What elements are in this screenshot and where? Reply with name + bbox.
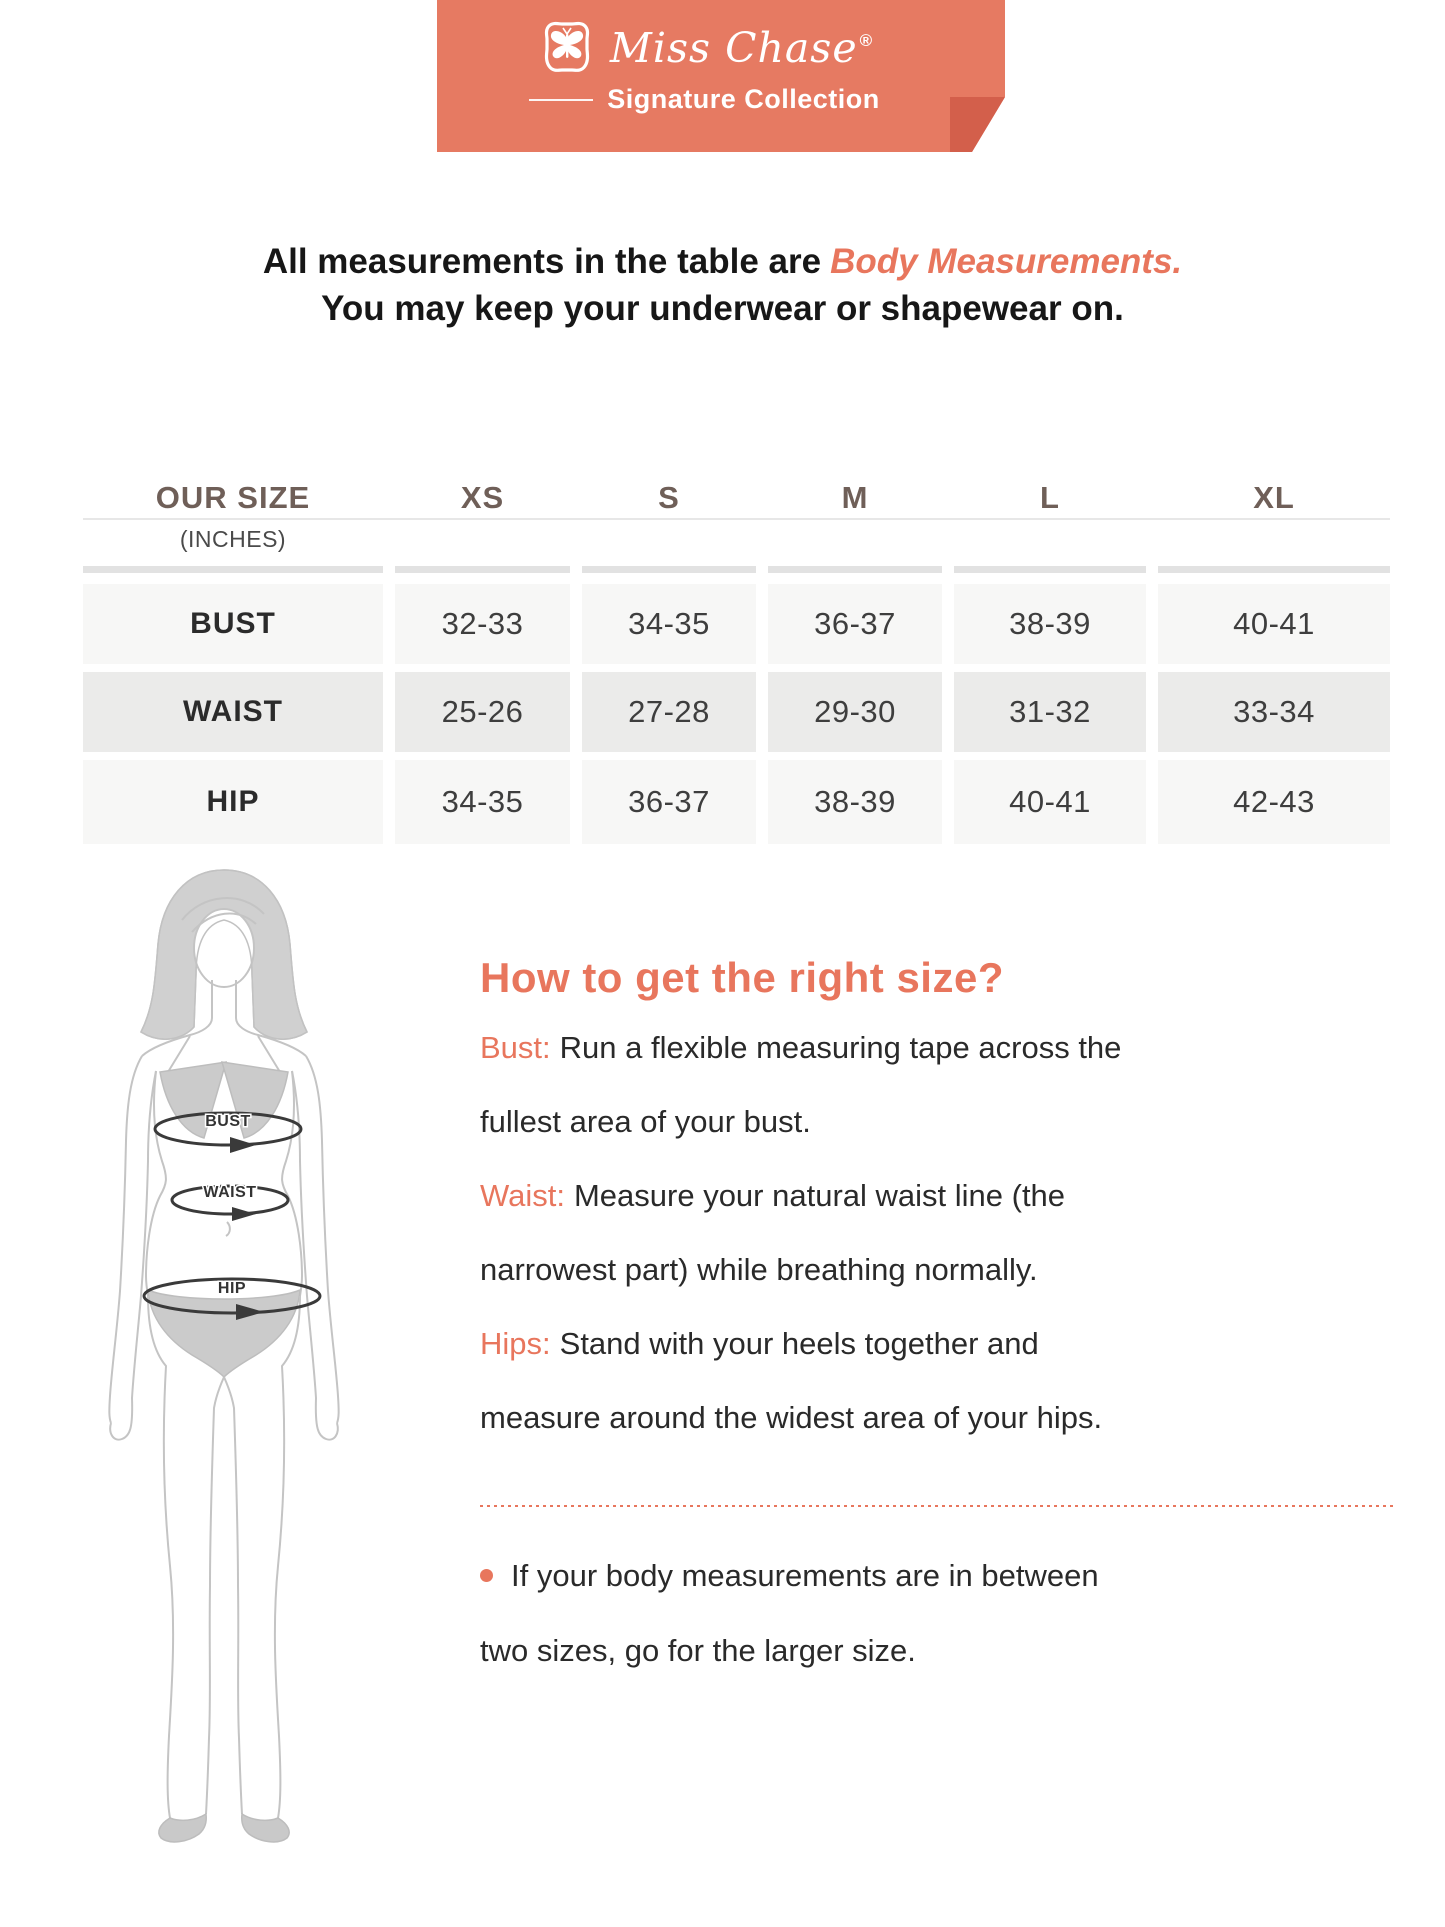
butterfly-frame-icon [539, 20, 595, 76]
figure-right-leg [275, 1296, 300, 1818]
column-divider-segment [582, 566, 756, 573]
figure-left-arm [109, 1056, 142, 1423]
intro-line1 [0, 238, 1445, 285]
intro-line1-accent: Body Measurements. [830, 242, 1183, 281]
between-sizes-note-text: If your body measurements are in between two sizes, go for the larger size. [480, 1558, 1099, 1668]
size-table-header [83, 478, 1390, 518]
brand-banner [437, 0, 1005, 162]
header-size-xl: XL [1253, 480, 1295, 515]
waist-xl: 33-34 [1158, 672, 1390, 752]
guide-item-hips-label: Hips: [480, 1326, 551, 1361]
figure-right-foot [242, 1814, 289, 1842]
column-divider-segment [954, 566, 1146, 573]
figure-panty [148, 1290, 300, 1377]
guide-item-hips [480, 1307, 1140, 1455]
row-label-bust: BUST [83, 584, 383, 664]
banner-content [437, 0, 972, 152]
table-row-hip [83, 760, 1390, 844]
registered-mark: ® [859, 31, 873, 50]
inches-label: (INCHES) [179, 525, 287, 552]
figure-waist-label: WAIST [203, 1184, 257, 1201]
guide-item-waist-label: Waist: [480, 1178, 565, 1213]
figure-left-hand [110, 1398, 132, 1440]
bullet-dot-icon [480, 1569, 493, 1582]
waist-m: 29-30 [768, 672, 942, 752]
units-row [83, 520, 1390, 558]
guide-item-waist-text: Measure your natural waist line (the narrowest part) while breathing normally. [480, 1178, 1066, 1287]
figure-hip-label: HIP [217, 1280, 247, 1297]
intro-line1-plain: All measurements in the table are [262, 242, 822, 281]
sizing-guide [480, 952, 1140, 1455]
header-size-xs: XS [460, 480, 505, 515]
guide-item-bust-text: Run a flexible measuring tape across the fullest area of your bust. [480, 1030, 1122, 1139]
figure-right-arm [306, 1056, 339, 1423]
column-divider-row [83, 566, 1390, 573]
figure-left-foot [159, 1814, 206, 1842]
hip-xs: 34-35 [395, 760, 570, 844]
guide-item-waist [480, 1159, 1140, 1307]
table-row-waist [83, 672, 1390, 752]
column-divider-segment [395, 566, 570, 573]
waist-arrowhead-icon [232, 1207, 256, 1221]
figure-navel [226, 1222, 230, 1236]
guide-items [480, 1011, 1140, 1455]
waist-xs: 25-26 [395, 672, 570, 752]
signature-collection-label: Signature Collection [607, 84, 880, 114]
signature-dash-line [529, 99, 593, 101]
row-label-waist: WAIST [83, 672, 383, 752]
column-divider-segment [83, 566, 383, 573]
header-size-s: S [658, 480, 680, 515]
header-size-l: L [1040, 480, 1060, 515]
bust-xl: 40-41 [1158, 584, 1390, 664]
bust-arrowhead-icon [230, 1137, 256, 1153]
guide-item-bust-label: Bust: [480, 1030, 551, 1065]
figure-left-leg [148, 1296, 173, 1818]
bust-s: 34-35 [582, 584, 756, 664]
intro-text [0, 238, 1445, 332]
bust-xs: 32-33 [395, 584, 570, 664]
table-row-bust [83, 584, 1390, 664]
brand-logo [539, 20, 873, 76]
brand-name-wrap [609, 24, 873, 72]
header-our-size: OUR SIZE [155, 480, 311, 515]
waist-l: 31-32 [954, 672, 1146, 752]
hip-s: 36-37 [582, 760, 756, 844]
signature-row [529, 84, 880, 115]
guide-item-hips-text: Stand with your heels together and measure around the widest area of your hips. [480, 1326, 1103, 1435]
bust-l: 38-39 [954, 584, 1146, 664]
hip-l: 40-41 [954, 760, 1146, 844]
guide-heading: How to get the right size? [480, 954, 1004, 1001]
between-sizes-note [480, 1538, 1120, 1688]
bust-m: 36-37 [768, 584, 942, 664]
column-divider-segment [1158, 566, 1390, 573]
figure-bust-label: BUST [205, 1113, 251, 1130]
size-table [83, 478, 1390, 844]
hip-m: 38-39 [768, 760, 942, 844]
guide-item-bust [480, 1011, 1140, 1159]
figure-right-hand [316, 1398, 338, 1440]
row-label-hip: HIP [83, 760, 383, 844]
header-size-m: M [841, 480, 869, 515]
body-figure-illustration [84, 866, 364, 1848]
brand-name: Miss Chase [609, 24, 858, 72]
intro-line2: You may keep your underwear or shapewear on. [321, 289, 1124, 328]
waist-s: 27-28 [582, 672, 756, 752]
hip-xl: 42-43 [1158, 760, 1390, 844]
column-divider-segment [768, 566, 942, 573]
dashed-divider [480, 1505, 1394, 1507]
